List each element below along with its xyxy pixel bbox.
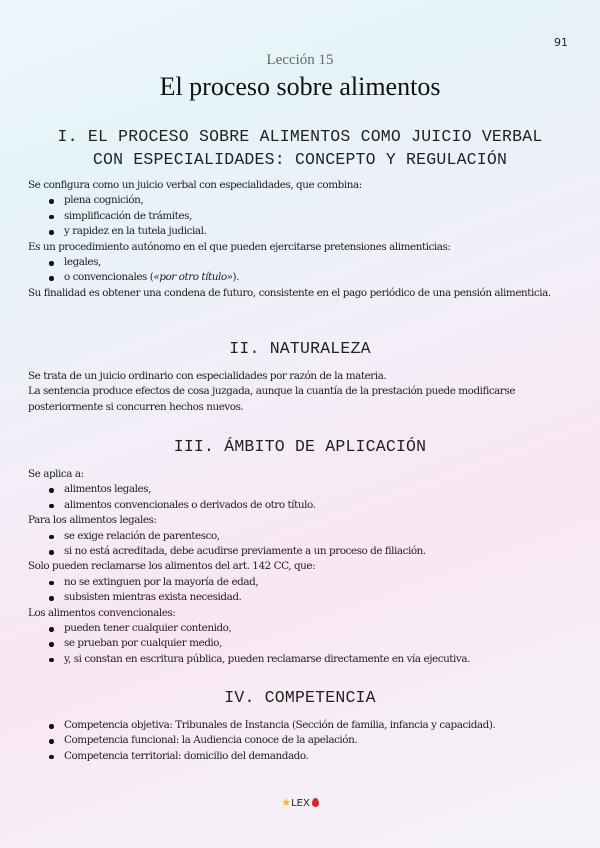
star-icon: ★	[281, 796, 292, 809]
list-item: y, si constan en escritura pública, pueden reclamarse directamente en vía ejecutiva.	[64, 652, 578, 667]
section-heading-2: II. NATURALEZA	[229, 339, 371, 358]
list-item: si no está acreditada, debe acudirse previamente a un proceso de filiación.	[64, 544, 578, 559]
list-item: simplificación de trámites,	[64, 209, 578, 224]
bullet-list	[28, 482, 578, 513]
section-heading-3: III. ÁMBITO DE APLICACIÓN	[173, 437, 427, 456]
list-item: Competencia objetiva: Tribunales de Instancia (Sección de familia, infancia y capacidad).	[64, 718, 578, 733]
list-item: no se extinguen por la mayoría de edad,	[64, 575, 578, 590]
list-item-text: ).	[232, 271, 240, 284]
section-heading-1-line1: I. EL PROCESO SOBRE ALIMENTOS COMO JUICIO VERBAL	[57, 127, 543, 146]
paragraph: Los alimentos convencionales:	[28, 606, 176, 619]
paragraph: Se trata de un juicio ordinario con especialidades por razón de la materia.	[28, 370, 387, 382]
paragraph: La sentencia produce efectos de cosa juzgada, aunque la cuantía de la prestación puede modificarse posteriormente si concurren hechos nuevos.	[28, 385, 516, 413]
bullet-list	[28, 255, 578, 286]
list-item: alimentos convencionales o derivados de otro título.	[64, 498, 578, 513]
section-heading-1	[0, 125, 600, 171]
section-heading-1-line2: CON ESPECIALIDADES: CONCEPTO Y REGULACIÓN	[92, 150, 508, 169]
list-item: subsisten mientras exista necesidad.	[64, 590, 578, 605]
list-item: legales,	[64, 255, 578, 270]
section-body-2	[28, 369, 578, 415]
list-item-text: o convencionales (	[64, 271, 154, 284]
list-item: alimentos legales,	[64, 482, 578, 497]
bullet-list	[28, 193, 578, 239]
paragraph: Solo pueden reclamarse los alimentos del art. 142 CC, que:	[28, 560, 316, 573]
list-item: plena cognición,	[64, 193, 578, 208]
paragraph: Para los alimentos legales:	[28, 514, 157, 527]
list-item: y rapidez en la tutela judicial.	[64, 224, 578, 239]
list-item: se exige relación de parentesco,	[64, 529, 578, 544]
list-item: pueden tener cualquier contenido,	[64, 621, 578, 636]
paragraph: Se aplica a:	[28, 468, 84, 480]
list-item: Competencia territorial: domicilio del demandado.	[64, 749, 578, 764]
section-body-4	[28, 718, 578, 764]
paragraph: Es un procedimiento autónomo en el que pueden ejercitarse pretensiones alimenticias:	[28, 240, 451, 253]
page-title: El proceso sobre alimentos	[159, 72, 441, 101]
section-body-1	[28, 178, 578, 301]
bullet-list	[28, 621, 578, 667]
bullet-list	[28, 575, 578, 606]
footer-logo-text: LEX	[291, 798, 310, 809]
list-item: se prueban por cualquier medio,	[64, 636, 578, 651]
blood-drop-icon	[312, 798, 319, 807]
section-heading-4: IV. COMPETENCIA	[224, 688, 376, 707]
paragraph: Su finalidad es obtener una condena de futuro, consistente en el pago periódico de una pensión alimenticia.	[28, 286, 551, 299]
bullet-list	[28, 529, 578, 560]
list-item	[64, 270, 578, 285]
paragraph: Se configura como un juicio verbal con especialidades, que combina:	[28, 179, 362, 191]
bullet-list	[28, 718, 578, 764]
lesson-label: Lección 15	[266, 52, 334, 68]
section-body-3	[28, 467, 578, 667]
footer-logo	[0, 796, 600, 809]
emphasis-text: «por otro título»	[153, 271, 233, 284]
page-number: 91	[554, 36, 568, 49]
list-item: Competencia funcional: la Audiencia conoce de la apelación.	[64, 733, 578, 748]
